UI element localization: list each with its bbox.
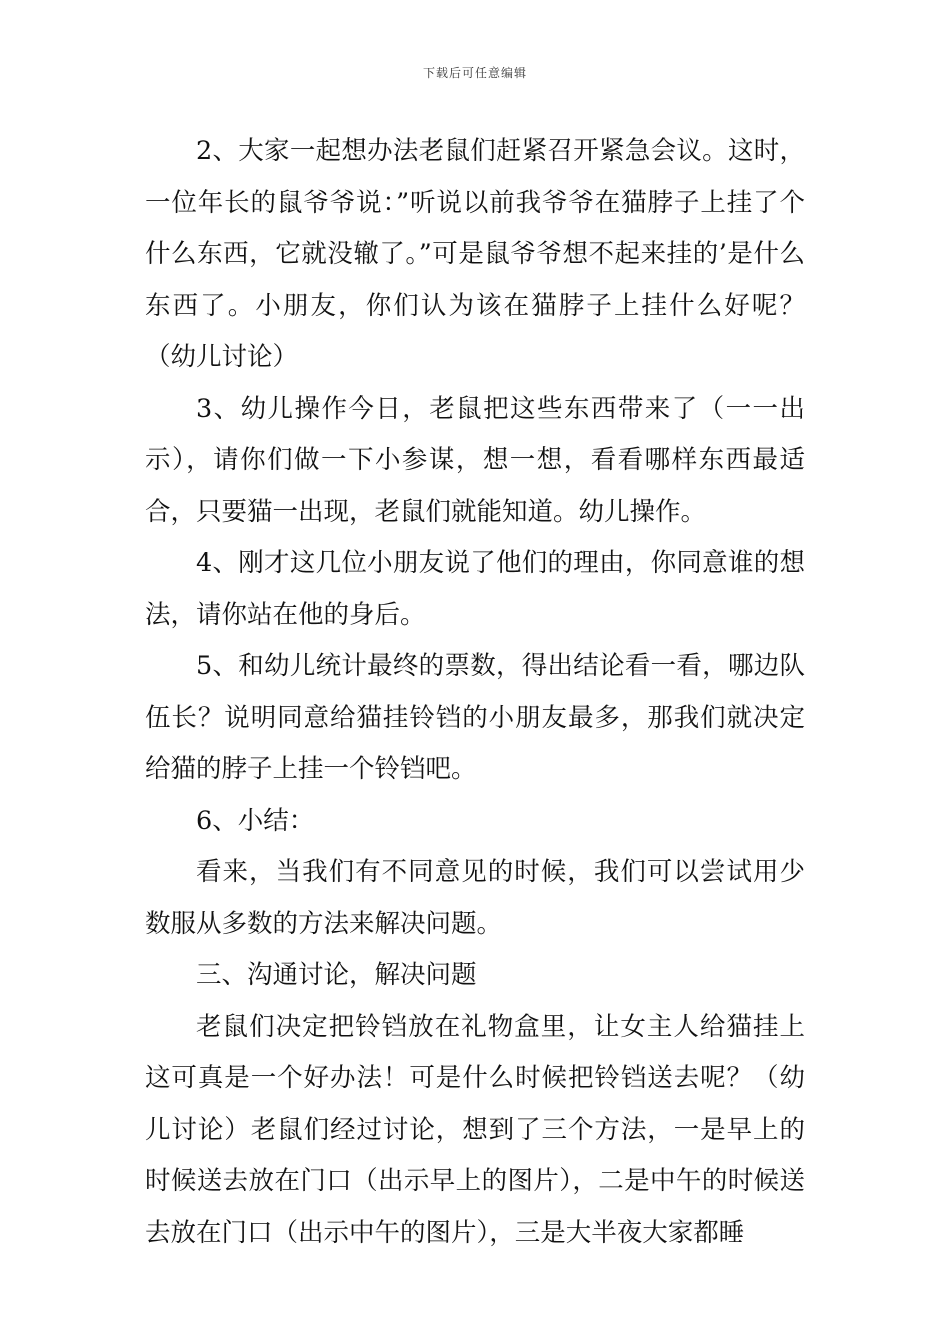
- paragraph-step-2: 2、大家一起想办法老鼠们赶紧召开紧急会议。这时，一位年长的鼠爷爷说：”听说以前我爷爷在猫脖子上挂了个什么东西，它就没辙了。”可是鼠爷爷想不起来挂的’是什么东西了。小朋友，你们认为该在猫脖子上挂什么好呢？（幼儿讨论）: [145, 136, 805, 372]
- section-heading-3: 三、沟通讨论，解决问题: [196, 960, 477, 990]
- paragraph-discussion: 老鼠们决定把铃铛放在礼物盒里，让女主人给猫挂上这可真是一个好办法！可是什么时候把铃铛送去呢？（幼儿讨论）老鼠们经过讨论，想到了三个方法，一是早上的时候送去放在门口（出示早上的图片），二是中午的时候送去放在门口（出示中午的图片），三是大半夜大家都睡: [145, 1011, 805, 1248]
- paragraph-step-3: 3、幼儿操作今日，老鼠把这些东西带来了（一一出示），请你们做一下小参谋，想一想，看看哪样东西最适合，只要猫一出现，老鼠们就能知道。幼儿操作。: [145, 393, 805, 527]
- paragraph-step-4: 4、刚才这几位小朋友说了他们的理由，你同意谁的想法，请你站在他的身后。: [145, 548, 805, 630]
- paragraph-step-5: 5、和幼儿统计最终的票数，得出结论看一看，哪边队伍长？说明同意给猫挂铃铛的小朋友最多，那我们就决定给猫的脖子上挂一个铃铛吧。: [145, 651, 805, 784]
- paragraph-summary: 看来，当我们有不同意见的时候，我们可以尝试用少数服从多数的方法来解决问题。: [145, 857, 805, 939]
- header-note: 下载后可任意编辑: [422, 66, 527, 80]
- paragraph-step-6-heading: 6、小结：: [196, 805, 315, 836]
- document-body: [145, 126, 805, 1259]
